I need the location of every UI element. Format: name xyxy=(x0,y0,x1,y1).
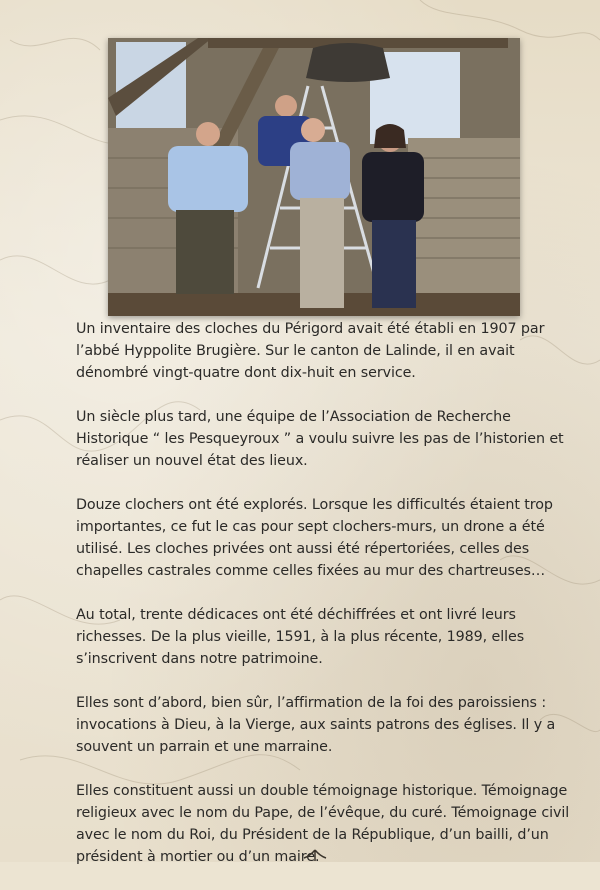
article-text xyxy=(76,318,582,890)
paragraph-3: Douze clochers ont été explorés. Lorsque les difficultés étaient trop importantes, ce fut le cas pour sept clochers-murs, un drone a été utilisé. Les cloches privées ont aussi été répertoriées, celles des chapelles castrales comme celles fixées au mur des chartreuses… xyxy=(76,497,553,579)
paragraph-2: Un siècle plus tard, une équipe de l’Association de Recherche Historique “ les Pesqueyroux ” a voulu suivre les pas de l’historien et réaliser un nouvel état des lieux. xyxy=(76,409,564,469)
paragraph-6: Elles constituent aussi un double témoignage historique. Témoignage religieux avec le nom du Pape, de l’évêque, du curé. Témoignage civil avec le nom du Roi, du Président de la République, d’un bailli, d’un président à mortier ou d’un maire. xyxy=(76,783,570,865)
ornament-icon xyxy=(300,848,330,862)
paragraph-4: Au total, trente dédicaces ont été déchiffrées et ont livré leurs richesses. De la plus vieille, 1591, à la plus récente, 1989, elles s’inscrivent dans notre patrimoine. xyxy=(76,607,525,667)
paragraph-1: Un inventaire des cloches du Périgord avait été établi en 1907 par l’abbé Hyppolite Brugière. Sur le canton de Lalinde, il en avait dénombré vingt-quatre dont dix-huit en service. xyxy=(76,321,545,381)
bell-tower-photo xyxy=(108,38,520,316)
paragraph-5: Elles sont d’abord, bien sûr, l’affirmation de la foi des paroissiens : invocations à Dieu, à la Vierge, aux saints patrons des églises. Il y a souvent un parrain et une marraine. xyxy=(76,695,556,755)
